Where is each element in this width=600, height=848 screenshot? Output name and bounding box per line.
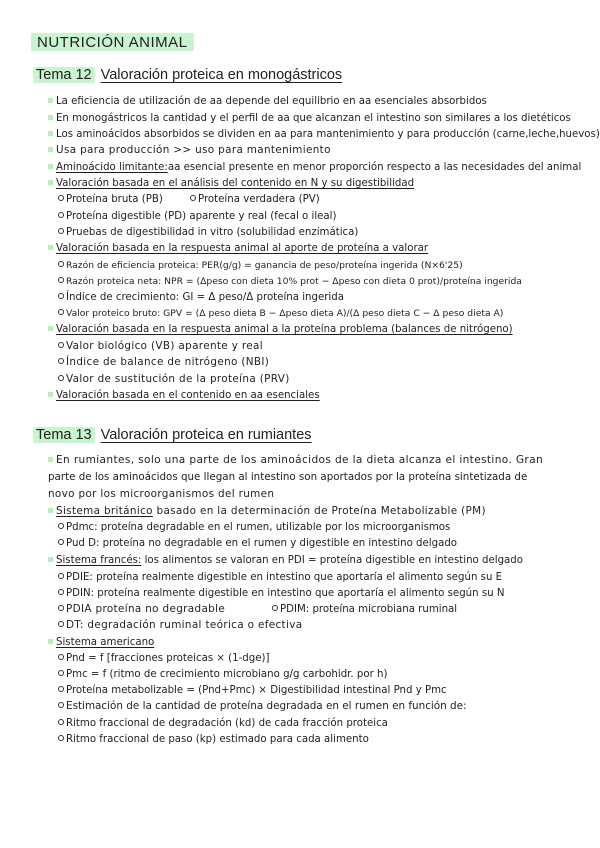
list-item: Ritmo fraccional de degradación (kd) de cada fracción proteica (58, 717, 388, 730)
list-item: Proteína metabolizable = (Pnd+Pmc) × Digestibilidad intestinal Pnd y Pmc (58, 684, 447, 697)
tema-13-heading (33, 427, 312, 443)
circle-bullet-icon (58, 309, 64, 315)
paragraph-line: En rumiantes, solo una parte de los aminoácidos de la dieta alcanza el intestino. Gran (48, 454, 543, 467)
bullet-icon (48, 115, 53, 120)
list-item: Razón de eficiencia proteica: PER(g/g) = ganancia de peso/proteína ingerida (N×6'25) (58, 259, 463, 272)
list-item: Valor de sustitución de la proteína (PRV) (58, 373, 290, 386)
circle-bullet-icon (58, 686, 64, 692)
list-item: Valoración basada en el contenido en aa esenciales (48, 389, 320, 402)
circle-bullet-icon (58, 358, 64, 364)
circle-bullet-icon (58, 702, 64, 708)
list-item: Ritmo fraccional de paso (kp) estimado para cada alimento (58, 733, 369, 746)
circle-bullet-icon (58, 719, 64, 725)
circle-bullet-icon (58, 293, 64, 299)
list-item: Usa para producción >> uso para mantenimiento (48, 144, 331, 157)
list-item: Valoración basada en el análisis del contenido en N y su digestibilidad (48, 177, 414, 190)
list-item: Pdmc: proteína degradable en el rumen, utilizable por los microorganismos (58, 521, 450, 534)
list-item: PDIN: proteína realmente digestible en intestino que aportaría el alimento según su N (58, 587, 504, 600)
circle-bullet-icon (272, 605, 278, 611)
bullet-icon (48, 639, 53, 644)
list-item: Valoración basada en la respuesta animal a la proteína problema (balances de nitrógeno) (48, 323, 513, 336)
circle-bullet-icon (58, 539, 64, 545)
list-item: La eficiencia de utilización de aa depende del equilibrio en aa esenciales absorbidos (48, 95, 487, 108)
list-item: Proteína digestible (PD) aparente y real (fecal o ileal) (58, 210, 336, 223)
circle-bullet-icon (58, 605, 64, 611)
circle-bullet-icon (58, 573, 64, 579)
bullet-icon (48, 392, 53, 397)
list-item: Pud D: proteína no degradable en el rumen y digestible en intestino delgado (58, 537, 457, 550)
bullet-icon (48, 147, 53, 152)
circle-bullet-icon (58, 654, 64, 660)
paragraph-line: novo por los microorganismos del rumen (48, 488, 275, 500)
bullet-icon (48, 326, 53, 331)
list-item: Sistema británico basado en la determinación de Proteína Metabolizable (PM) (48, 505, 486, 518)
tema-13-number: Tema 13 (33, 427, 95, 443)
list-item: DT: degradación ruminal teórica o efectiva (58, 619, 302, 632)
circle-bullet-icon (58, 621, 64, 627)
bullet-icon (48, 557, 53, 562)
circle-bullet-icon (190, 195, 196, 201)
bullet-icon (48, 131, 53, 136)
list-item: Aminoácido limitante:aa esencial presente en menor proporción respecto a las necesidades del animal (48, 161, 581, 174)
bullet-icon (48, 164, 53, 169)
circle-bullet-icon (58, 195, 64, 201)
list-item: Sistema americano (48, 636, 154, 649)
list-item: PDIM: proteína microbiana ruminal (272, 603, 457, 616)
circle-bullet-icon (58, 523, 64, 529)
circle-bullet-icon (58, 342, 64, 348)
bullet-icon (48, 245, 53, 250)
list-item: Pmc = f (ritmo de crecimiento microbiano g/g carbohidr. por h) (58, 668, 387, 681)
list-item: Pnd = f [fracciones proteicas × (1-dge)] (58, 652, 269, 665)
list-item: Valoración basada en la respuesta animal al aporte de proteína a valorar (48, 242, 428, 255)
circle-bullet-icon (58, 212, 64, 218)
circle-bullet-icon (58, 228, 64, 234)
bullet-icon (48, 457, 53, 462)
bullet-icon (48, 508, 53, 513)
tema-13-title: Valoración proteica en rumiantes (100, 427, 312, 443)
list-item: PDIA proteína no degradable (58, 603, 225, 616)
bullet-icon (48, 98, 53, 103)
list-item: Índice de balance de nitrógeno (NBI) (58, 356, 269, 369)
circle-bullet-icon (58, 277, 64, 283)
circle-bullet-icon (58, 375, 64, 381)
tema-12-title: Valoración proteica en monogástricos (100, 67, 343, 83)
list-item: Razón proteica neta: NPR = (Δpeso con dieta 10% prot − Δpeso con dieta 0 prot)/proteína ingerida (58, 275, 522, 288)
circle-bullet-icon (58, 261, 64, 267)
list-item: Pruebas de digestibilidad in vitro (solubilidad enzimática) (58, 226, 358, 239)
page-title: NUTRICIÓN ANIMAL (31, 33, 194, 51)
list-item: Proteína bruta (PB) (58, 193, 163, 206)
list-item: Valor biológico (VB) aparente y real (58, 340, 263, 353)
bullet-icon (48, 180, 53, 185)
list-item: Sistema francés: los alimentos se valoran en PDI = proteína digestible en intestino delgado (48, 554, 523, 567)
tema-12-heading (33, 67, 342, 83)
list-item: Proteína verdadera (PV) (190, 193, 320, 206)
list-item: Valor proteico bruto: GPV = (Δ peso dieta B − Δpeso dieta A)/(Δ peso dieta C − Δ peso dieta A) (58, 307, 503, 320)
list-item: Estimación de la cantidad de proteína degradada en el rumen en función de: (58, 700, 467, 713)
list-item: En monogástricos la cantidad y el perfil de aa que alcanzan el intestino son similares a los dietéticos (48, 112, 571, 125)
list-item: PDIE: proteína realmente digestible en intestino que aportaría el alimento según su E (58, 571, 502, 584)
paragraph-line: parte de los aminoácidos que llegan al intestino son aportados por la proteína sintetizada de (48, 471, 528, 483)
tema-12-number: Tema 12 (33, 67, 95, 83)
circle-bullet-icon (58, 670, 64, 676)
circle-bullet-icon (58, 589, 64, 595)
list-item: Los aminoácidos absorbidos se dividen en aa para mantenimiento y para producción (carne,leche,huevos) (48, 128, 600, 141)
list-item: Índice de crecimiento: GI = Δ peso/Δ proteína ingerida (58, 291, 344, 304)
circle-bullet-icon (58, 735, 64, 741)
